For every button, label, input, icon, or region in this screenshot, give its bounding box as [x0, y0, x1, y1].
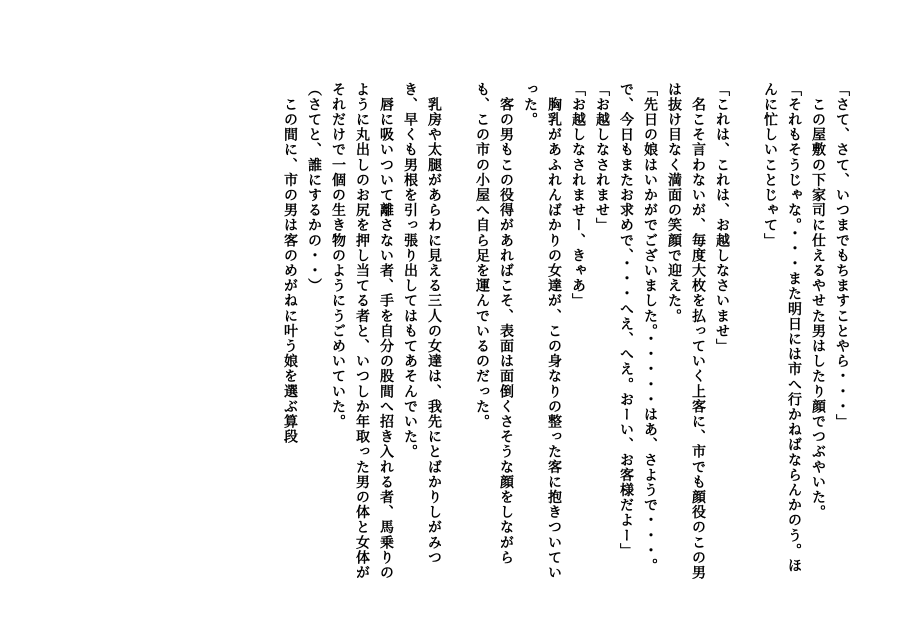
paragraph-spacer	[446, 82, 470, 582]
paragraph: 「これは、これは、お越しなさいませ」	[714, 82, 730, 354]
paragraph: 名こそ言わないが、毎度大枚を払っていく上客に、市でも顔役のこの男は抜け目なく満面の笑顔で迎えた。	[666, 82, 706, 581]
paragraph: 「先日の娘はいかがでございました。・・・・・はあ、さようで・・・。で、今日もまたお求めで、・・・へえ、へえ。おーい、お客様だよー」	[618, 82, 658, 574]
paragraph: 唇に吸いついて離さない者、手を自分の股間へ招き入れる者、馬乗りのように丸出しのお尻を押し当てる者と、いつしか年取った男の体と女体がそれだけで一個の生き物のようにうごめいていた。	[330, 82, 394, 581]
paragraph: 「さて、さて、いつまでもちますことやら・・・」	[834, 82, 850, 430]
paragraph: 「それもそうじゃな。・・・また明日には市へ行かねばならんかのう。ほんに忙しいことじゃて」	[762, 82, 802, 574]
paragraph-spacer	[734, 82, 758, 582]
paragraph: この間に、市の男は客のめがねに叶う娘を選ぶ算段	[282, 82, 298, 445]
paragraph: 乳房や太腿があらわに見える三人の女達は、我先にとばかりしがみつき、早くも男根を引っ張り出してはもてあそんでいた。	[402, 82, 442, 566]
vertical-text-block	[278, 82, 854, 582]
paragraph: 「お越しなされませー、きゃあ」	[570, 82, 586, 309]
paragraph: この屋敷の下家司に仕えるやせた男はしたり顔でつぶやいた。	[810, 82, 826, 520]
paragraph: 胸乳があふれんばかりの女達が、この身なりの整った客に抱きついていった。	[522, 82, 562, 581]
paragraph: 客の男もこの役得があればこそ、表面は面倒くさそうな顔をしながらも、この市の小屋へ自ら足を運んでいるのだった。	[474, 82, 514, 566]
paragraph: （さてと、誰にするかの・・）	[306, 82, 322, 294]
paragraph: 「お越しなされませ」	[594, 82, 610, 233]
